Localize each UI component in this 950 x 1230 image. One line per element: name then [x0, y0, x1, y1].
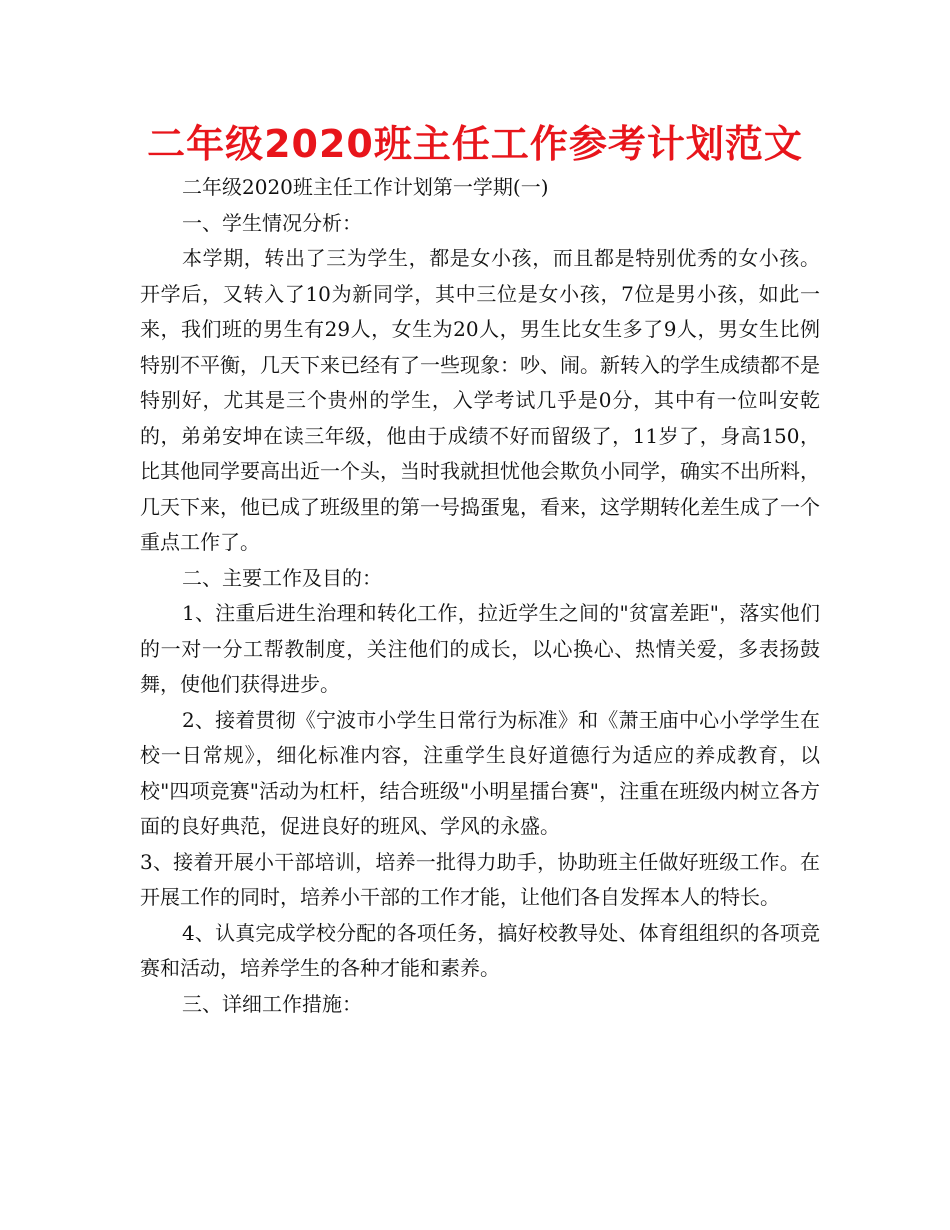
list-item-work-4: 4、认真完成学校分配的各项任务，搞好校教导处、体育组组织的各项竞赛和活动，培养学生的各种才能和素养。 — [140, 920, 820, 980]
section-heading-measures: 三、详细工作措施： — [182, 991, 362, 1016]
section-heading-main-work: 二、主要工作及目的： — [182, 565, 382, 590]
list-item-work-3: 3、接着开展小干部培训，培养一批得力助手，协助班主任做好班级工作。在开展工作的同时，培养小干部的工作才能，让他们各自发挥本人的特长。 — [140, 849, 820, 909]
list-item-work-1: 1、注重后进生治理和转化工作，拉近学生之间的"贫富差距"，落实他们的一对一分工帮教制度，关注他们的成长，以心换心、热情关爱，多表扬鼓舞，使他们获得进步。 — [140, 601, 820, 696]
document-subtitle: 二年级2020班主任工作计划第一学期(一) — [182, 175, 549, 199]
paragraph-student-analysis: 本学期，转出了三为学生，都是女小孩，而且都是特别优秀的女小孩。开学后，又转入了10为新同学，其中三位是女小孩，7位是男小孩，如此一来，我们班的男生有29人，女生为20人，男生比女生多了9人，男女生比例特别不平衡，几天下来已经有了一些现象：吵、闹。新转入的学生成绩都不是特别好，尤其是三个贵州的学生，入学考试几乎是0分，其中有一位叫安乾的，弟弟安坤在读三年级，他由于成绩不好而留级了，11岁了，身高150，比其他同学要高出近一个头，当时我就担忧他会欺负小同学，确实不出所料，几天下来，他已成了班级里的第一号捣蛋鬼，看来，这学期转化差生成了一个重点工作了。 — [140, 246, 820, 554]
section-heading-student-analysis: 一、学生情况分析： — [182, 210, 362, 235]
document-title: 二年级2020班主任工作参考计划范文 — [147, 122, 803, 166]
document-body — [140, 170, 820, 1022]
list-item-work-2: 2、接着贯彻《宁波市小学生日常行为标准》和《萧王庙中心小学学生在校一日常规》，细化标准内容，注重学生良好道德行为适应的养成教育，以校"四项竞赛"活动为杠杆，结合班级"小明星擂台赛"，注重在班级内树立各方面的良好典范，促进良好的班风、学风的永盛。 — [140, 707, 820, 838]
